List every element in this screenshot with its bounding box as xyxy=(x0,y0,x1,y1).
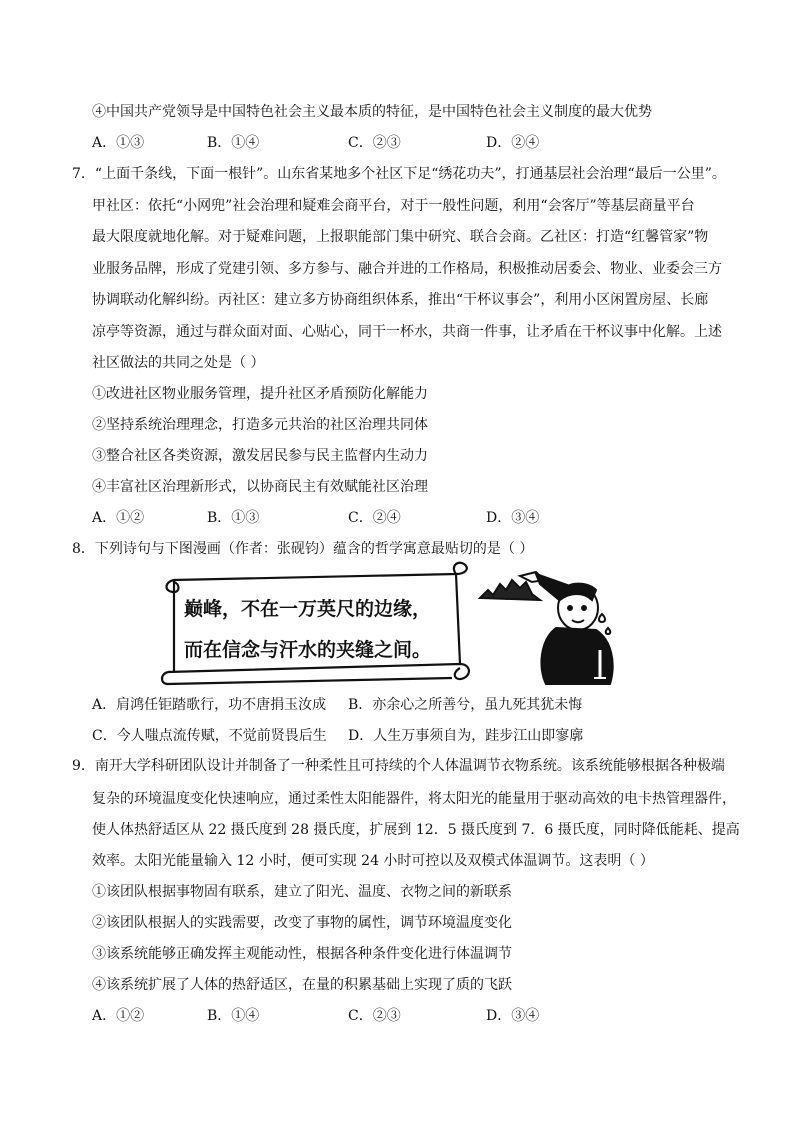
q7-choice-a: A．①② xyxy=(92,510,145,526)
q9-choice-c: C．②③ xyxy=(348,1008,401,1024)
q7-option-2: ②坚持系统治理理念，打造多元共治的社区治理共同体 xyxy=(92,417,428,433)
q6-option-4: ④中国共产党领导是中国特色社会主义最本质的特征，是中国特色社会主义制度的最大优势 xyxy=(92,104,652,120)
q7-choice-b: B．①③ xyxy=(207,510,260,526)
q7-stem-line: 社区做法的共同之处是（ ） xyxy=(92,355,265,371)
q9-stem-line: 9．南开大学科研团队设计并制备了一种柔性且可持续的个人体温调节衣物系统。该系统能够根据各种极端 xyxy=(72,758,725,774)
q8-option-b: B．亦余心之所善兮，虽九死其犹未悔 xyxy=(348,697,583,713)
q7-choice-d: D．③④ xyxy=(486,510,540,526)
cartoon-figure xyxy=(480,572,613,684)
q9-option-1: ①该团队根据事物固有联系，建立了阳光、温度、衣物之间的新联系 xyxy=(92,884,512,900)
scroll-line-1: 巅峰，不在一万英尺的边缘， xyxy=(184,598,432,620)
q8-option-d: D．人生万事须自为，跬步江山即寥廓 xyxy=(348,728,584,744)
scroll-line-2: 而在信念与汗水的夹缝之间。 xyxy=(184,639,432,661)
q9-stem-line: 使人体热舒适区从 22 摄氏度到 28 摄氏度，扩展到 12．5 摄氏度到 7．6 摄氏度，同时降低能耗、提高 xyxy=(92,822,740,838)
q9-choice-d: D．③④ xyxy=(486,1008,540,1024)
q9-option-2: ②该团队根据人的实践需要，改变了事物的属性，调节环境温度变化 xyxy=(92,915,512,931)
q6-choice-c: C．②③ xyxy=(348,135,401,151)
cartoon-illustration xyxy=(160,560,620,690)
q9-stem-line: 效率。太阳光能量输入 12 小时，便可实现 24 小时可控以及双模式体温调节。这表明（ ） xyxy=(92,853,654,869)
q9-option-4: ④该系统扩展了人体的热舒适区，在量的积累基础上实现了质的飞跃 xyxy=(92,977,512,993)
scroll-banner xyxy=(162,563,469,684)
q6-choice-d: D．②④ xyxy=(486,135,540,151)
q9-choice-b: B．①④ xyxy=(207,1008,260,1024)
q7-choice-c: C．②④ xyxy=(348,510,401,526)
q7-stem-line: 协调联动化解纠纷。丙社区：建立多方协商组织体系，推出“干杯议事会”，利用小区闲置房屋、长廊 xyxy=(92,292,709,308)
q7-option-1: ①改进社区物业服务管理，提升社区矛盾预防化解能力 xyxy=(92,386,428,402)
q7-stem-line: 甲社区：依托“小网兜”社会治理和疑难会商平台，对于一般性问题，利用“会客厅”等基层商量平台 xyxy=(92,198,695,214)
q7-option-3: ③整合社区各类资源，激发居民参与民主监督内生动力 xyxy=(92,448,428,464)
q7-stem-line: 凉亭等资源，通过与群众面对面、心贴心，同干一杯水，共商一件事，让矛盾在干杯议事中化解。上述 xyxy=(92,324,722,340)
q9-choice-a: A．①② xyxy=(92,1008,145,1024)
q7-stem-line: 业服务品牌，形成了党建引领、多方参与、融合并进的工作格局，积极推动居委会、物业、业委会三方 xyxy=(92,261,722,277)
q6-choice-b: B．①④ xyxy=(207,135,260,151)
q8-option-c: C．今人嗤点流传赋，不觉前贤畏后生 xyxy=(92,728,327,744)
q8-option-a: A．肩鸿任钜踏歌行，功不唐捐玉汝成 xyxy=(92,697,327,713)
q9-option-3: ③该系统能够正确发挥主观能动性，根据各种条件变化进行体温调节 xyxy=(92,946,512,962)
q8-stem: 8．下列诗句与下图漫画（作者：张砚钧）蕴含的哲学寓意最贴切的是（ ） xyxy=(72,541,534,557)
q7-stem-line: 7．“上面千条线，下面一根针”。山东省某地多个社区下足“绣花功夫”，打通基层社会治理“最后一公里”。 xyxy=(72,166,726,182)
q7-option-4: ④丰富社区治理新形式，以协商民主有效赋能社区治理 xyxy=(92,479,428,495)
q7-stem-line: 最大限度就地化解。对于疑难问题，上报职能部门集中研究、联合会商。乙社区：打造“红馨管家”物 xyxy=(92,229,709,245)
q6-choice-a: A．①③ xyxy=(92,135,145,151)
q9-stem-line: 复杂的环境温度变化快速响应，通过柔性太阳能器件，将太阳光的能量用于驱动高效的电卡热管理器件， xyxy=(92,791,736,807)
